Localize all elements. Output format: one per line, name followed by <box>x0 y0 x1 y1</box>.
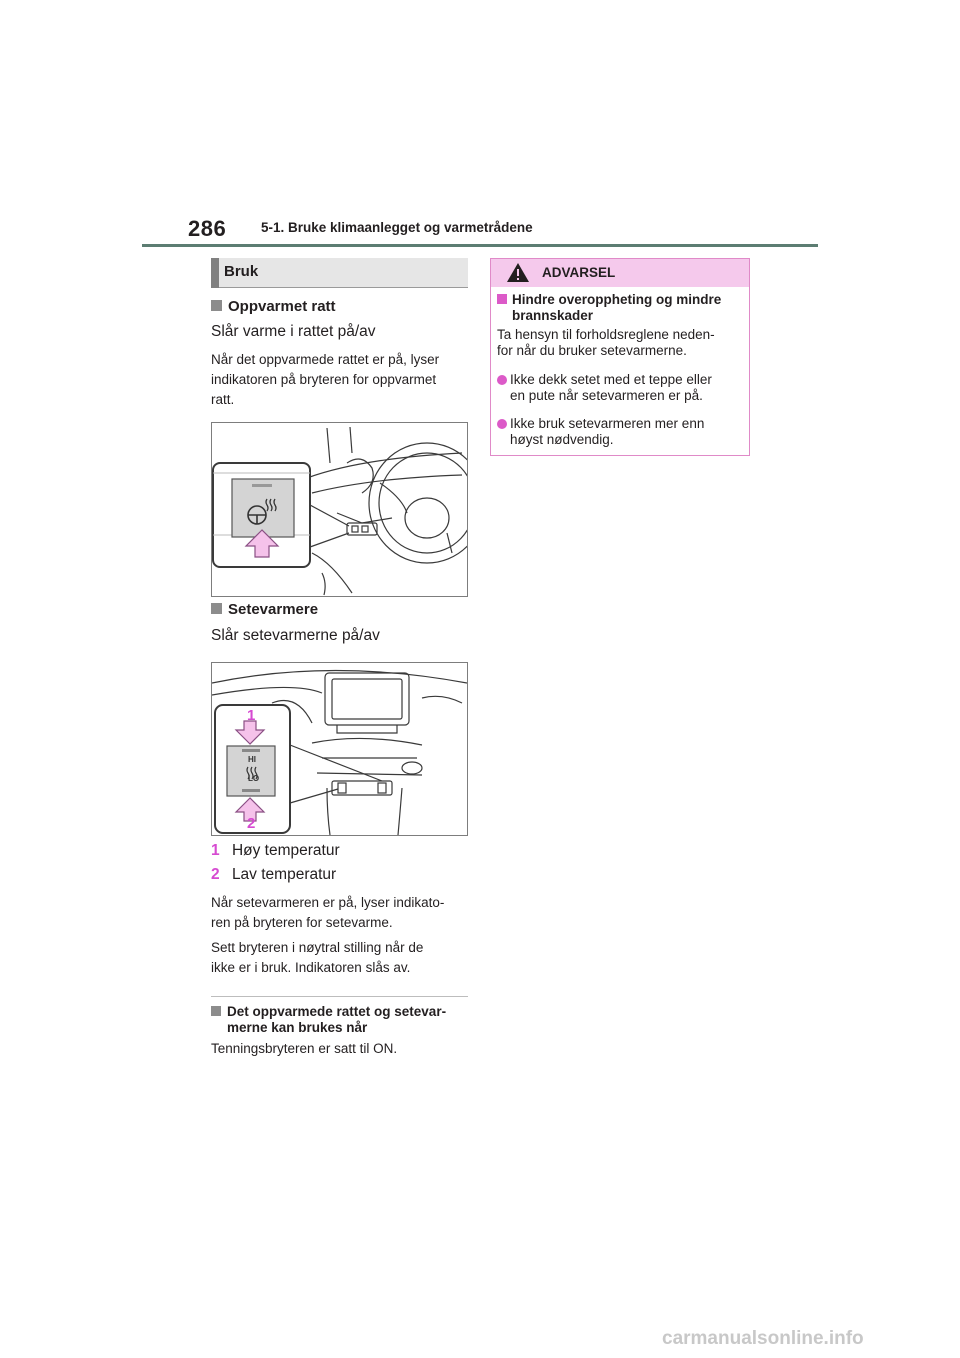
info-divider <box>211 996 468 997</box>
warning-intro-line: Ta hensyn til forholdsreglene neden- <box>497 327 715 342</box>
watermark: carmanualsonline.info <box>662 1328 864 1349</box>
seat-heaters-heading <box>211 601 318 618</box>
heated-wheel-desc <box>211 350 439 410</box>
item-label: Lav temperatur <box>231 866 337 883</box>
switch-hi-label: HI <box>248 755 256 764</box>
info-text: Tenningsbryteren er satt til ON. <box>211 1041 398 1056</box>
warning-bullet-line: Ikke dekk setet med et teppe eller <box>510 372 712 387</box>
warning-bullet-line: høyst nødvendig. <box>510 432 614 447</box>
note-line: ikke er i bruk. Indikatoren slås av. <box>211 960 411 975</box>
seat-heater-note-1 <box>211 893 444 933</box>
note-line: Når setevarmeren er på, lyser indikato- <box>211 895 445 910</box>
bullet-dot-icon <box>497 375 507 385</box>
section-heading-text: Bruk <box>224 263 259 280</box>
seat-heater-illustration <box>211 662 468 836</box>
item-label: Høy temperatur <box>231 842 340 859</box>
desc-line: ratt. <box>211 392 235 407</box>
warning-intro-line: for når du bruker setevarmerne. <box>497 343 687 358</box>
list-item <box>211 866 336 884</box>
header-rule <box>142 244 818 247</box>
warning-intro <box>497 327 715 359</box>
switch-lo-label: LO <box>248 774 260 783</box>
warning-triangle-icon <box>506 262 530 283</box>
warning-bullet <box>510 416 704 448</box>
desc-line: Når det oppvarmede rattet er på, lyser <box>211 352 440 367</box>
warning-title: ADVARSEL <box>542 265 616 280</box>
heated-wheel-heading-text: Oppvarmet ratt <box>228 298 336 315</box>
callout-2: 2 <box>247 815 256 832</box>
steering-wheel-illustration <box>211 422 468 597</box>
warning-heading-line: brannskader <box>512 308 594 323</box>
info-heading-line: merne kan brukes når <box>227 1020 368 1035</box>
desc-line: indikatoren på bryteren for oppvarmet <box>211 372 437 387</box>
item-number: 1 <box>211 842 220 859</box>
warning-heading-line: Hindre overoppheting og mindre <box>512 292 722 307</box>
seat-heaters-heading-text: Setevarmere <box>228 601 319 618</box>
section-title: 5-1. Bruke klimaanlegget og varmetrådene <box>261 220 533 235</box>
bullet-dot-icon <box>497 419 507 429</box>
list-item <box>211 842 340 860</box>
heated-wheel-lead: Slår varme i rattet på/av <box>211 323 376 340</box>
warning-heading <box>497 292 721 324</box>
pink-square-bullet-icon <box>497 294 507 304</box>
square-bullet-icon <box>211 603 222 614</box>
warning-bullet-line: Ikke bruk setevarmeren mer enn <box>510 416 705 431</box>
note-line: Sett bryteren i nøytral stilling når de <box>211 940 424 955</box>
info-heading <box>211 1004 446 1036</box>
note-line: ren på bryteren for setevarme. <box>211 915 393 930</box>
heated-wheel-heading <box>211 298 336 315</box>
warning-bullet-line: en pute når setevarmeren er på. <box>510 388 703 403</box>
square-bullet-icon <box>211 300 222 311</box>
callout-1: 1 <box>247 707 256 724</box>
square-bullet-icon <box>211 1006 221 1016</box>
section-heading <box>211 258 468 288</box>
seat-heater-drawing <box>212 663 467 835</box>
steering-wheel-drawing <box>212 423 467 596</box>
seat-heaters-lead: Slår setevarmerne på/av <box>211 627 380 644</box>
heading-bar <box>211 258 219 288</box>
item-number: 2 <box>211 866 220 883</box>
page-number: 286 <box>188 216 227 241</box>
warning-bullet <box>510 372 712 404</box>
seat-heater-note-2 <box>211 938 423 978</box>
info-heading-line: Det oppvarmede rattet og setevar- <box>227 1004 447 1019</box>
